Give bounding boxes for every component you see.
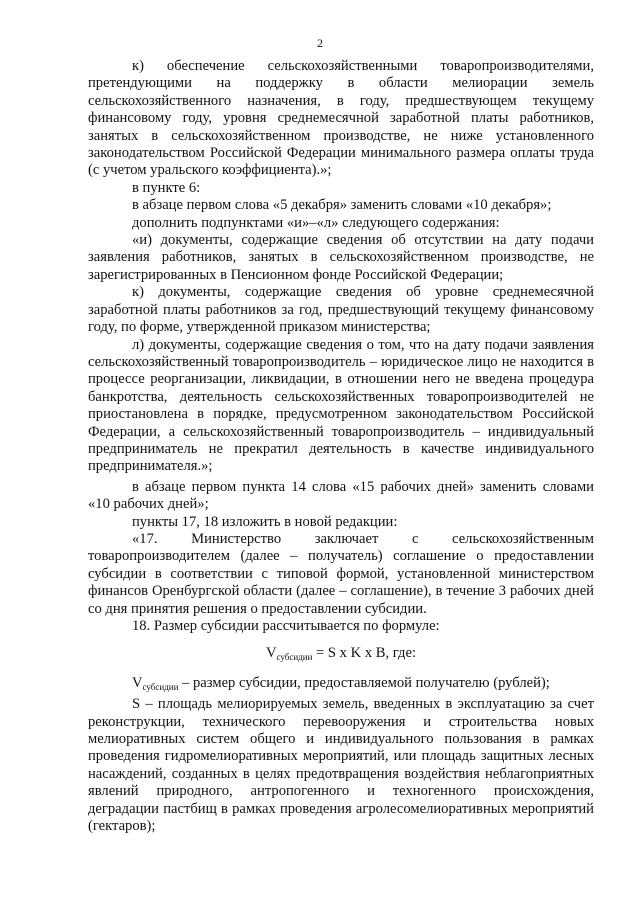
formula-v: V bbox=[265, 645, 277, 662]
page-number: 2 bbox=[317, 36, 323, 50]
formula-rest: = S x K x B, где: bbox=[312, 645, 417, 662]
subpoint-k: к) документы, содержащие сведения об уровне среднемесячной заработной платы работников за год, предшествующий текущему финансовому году, по форме, утвержденной приказом министерства; bbox=[88, 284, 594, 336]
paragraph-point6-intro: в пункте 6: bbox=[132, 179, 201, 196]
def-v-subscript: субсидии bbox=[142, 681, 179, 692]
paragraph-point18: 18. Размер субсидии рассчитывается по формуле: bbox=[132, 618, 440, 634]
paragraph-point17: «17. Министерство заключает с сельскохозяйственным товаропроизводителем (далее – получатель) соглашение о предоставлении субсидии в соответствии с типовой формой, установленной министерством финансов Оренбургской области (далее – соглашение), в течение 3 рабочих дней со дня принятия решения о предоставлении субсидии. bbox=[88, 530, 594, 617]
subpoint-i: «и) документы, содержащие сведения об отсутствии на дату подачи заявления работников, занятых в сельскохозяйственном производстве, не зарегистрированных в Пенсионном фонде Российской Федерации; bbox=[88, 232, 594, 283]
paragraph-points17-18: пункты 17, 18 изложить в новой редакции: bbox=[132, 513, 398, 530]
subpoint-l: л) документы, содержащие сведения о том, что на дату подачи заявления сельскохозяйственный товаропроизводитель – юридическое лицо не находится в процессе реорганизации, ликвидации, в отношении него не введена процедура банкротства, деятельность сельскохозяйственных товаропроизводителей не приостановлена в порядке, предусмотренном законодательством Российской Федерации, а сельскохозяйственный товаропроизводитель – индивидуальный предприниматель не прекратил деятельность в качестве индивидуального предпринимателя.»; bbox=[88, 336, 594, 475]
document-body bbox=[88, 58, 594, 835]
paragraph-point6-add: дополнить подпунктами «и»–«л» следующего содержания: bbox=[132, 214, 500, 231]
paragraph-point6-date: в абзаце первом слова «5 декабря» заменить словами «10 декабря»; bbox=[132, 197, 552, 214]
def-v-text: – размер субсидии, предоставляемой получателю (рублей); bbox=[178, 674, 550, 691]
definition-s: S – площадь мелиорируемых земель, введенных в эксплуатацию за счет реконструкции, технического перевооружения и строительства новых мелиоративных систем общего и индивидуального пользования в рамках проведения гидромелиоративных мероприятий, или площадь защитных лесных насаждений, созданных в целях предотвращения воздействия неблагоприятных явлений природного, антропогенного и техногенного происхождения, деградации пастбищ в рамках проведения агролесомелиоративных мероприятий (гектаров); bbox=[88, 696, 594, 835]
definition-v bbox=[88, 675, 594, 696]
paragraph-k-amendment: к) обеспечение сельскохозяйственными товаропроизводителями, претендующими на поддержку в области мелиорации земель сельскохозяйственного назначения, в году, предшествующем текущему финансовому году, уровня среднемесячной заработной платы работников, занятых в сельскохозяйственном производстве, не ниже установленного законодательством Российской Федерации минимального размера оплаты труда (с учетом уральского коэффициента).»; bbox=[88, 58, 594, 179]
formula-subscript: субсидии bbox=[276, 652, 313, 663]
def-v-symbol: V bbox=[132, 674, 143, 691]
subsidy-formula bbox=[88, 645, 594, 666]
paragraph-point14: в абзаце первом пункта 14 слова «15 рабочих дней» заменить словами «10 рабочих дней»; bbox=[88, 478, 594, 513]
